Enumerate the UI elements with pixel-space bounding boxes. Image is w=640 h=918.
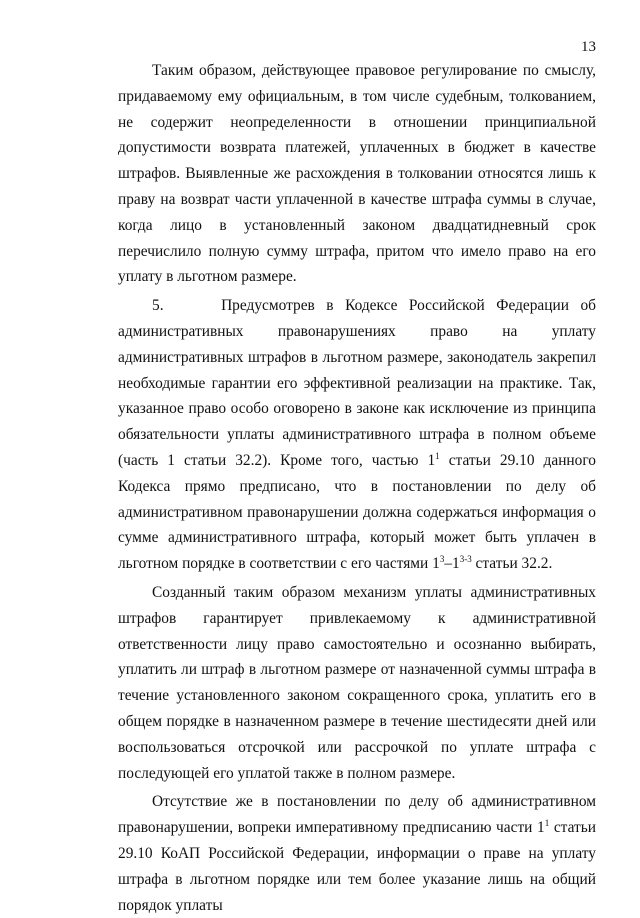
superscript: 1 [435, 450, 440, 461]
paragraph-2-text-b: статьи 29.10 данного Кодекса прямо предписано, что в постановлении по делу об административном правонарушении должна содержаться информация о сумме административного штрафа, который может быть уплачен в льготном порядке в соответствии с его частями 1 [118, 451, 596, 573]
paragraph-3: Созданный таким образом механизм уплаты административных штрафов гарантирует привлекаемому к административной ответственности лицу право самостоятельно и осознанно выбирать, уплатить ли штраф в льготном размере от назначенной суммы штрафа в течение установленного законом сокращенного срока, уплатить его в общем порядке в назначенном размере в течение шестидесяти дней или воспользоваться отсрочкой или рассрочкой по уплате штрафа с последующей его уплатой также в полном размере. [118, 583, 596, 782]
superscript: 3 [439, 554, 445, 565]
paragraph-4-text-a: Отсутствие же в постановлении по делу об административном правонарушении, вопреки императивному предписанию части 1 [118, 793, 596, 837]
paragraph-2 [118, 293, 596, 577]
paragraph-2-text-a: 5. Предусмотрев в Кодексе Российской Федерации об административных правонарушениях право на уплату административных штрафов в льготном размере, законодатель закрепил необходимые гарантии его эффективной реализации на практике. Так, указанное право особо оговорено в законе как исключение из принципа обязательности уплаты административного штрафа в полном объеме (часть 1 статьи 32.2). Кроме того, частью 1 [118, 297, 596, 469]
superscript: 1 [544, 818, 550, 829]
page-number: 13 [581, 39, 596, 55]
paragraph-1: Таким образом, действующее правовое регулирование по смыслу, придаваемому ему официальным, в том числе судебным, толкованием, не содержит неопределенности в отношении принципиальной допустимости возврата платежей, уплаченных в бюджет в качестве штрафов. Выявленные же расхождения в толковании относятся лишь к праву на возврат части уплаченной в качестве штрафа суммы в случае, когда лицо в установленный законом двадцатидневный срок перечислило полную сумму штрафа, притом что имело право на его уплату в льготном размере. [118, 62, 596, 286]
document-body [118, 58, 596, 918]
paragraph-2-text-d: статьи 32.2. [471, 555, 553, 573]
paragraph-2-text-c: –1 [444, 555, 460, 573]
superscript: 3-3 [459, 554, 472, 565]
paragraph-4-text-b: статьи 29.10 КоАП Российской Федерации, информации о праве на уплату штрафа в льготном порядке или тем более указание лишь на общий порядок уплаты [118, 819, 596, 914]
paragraph-4 [118, 789, 596, 918]
